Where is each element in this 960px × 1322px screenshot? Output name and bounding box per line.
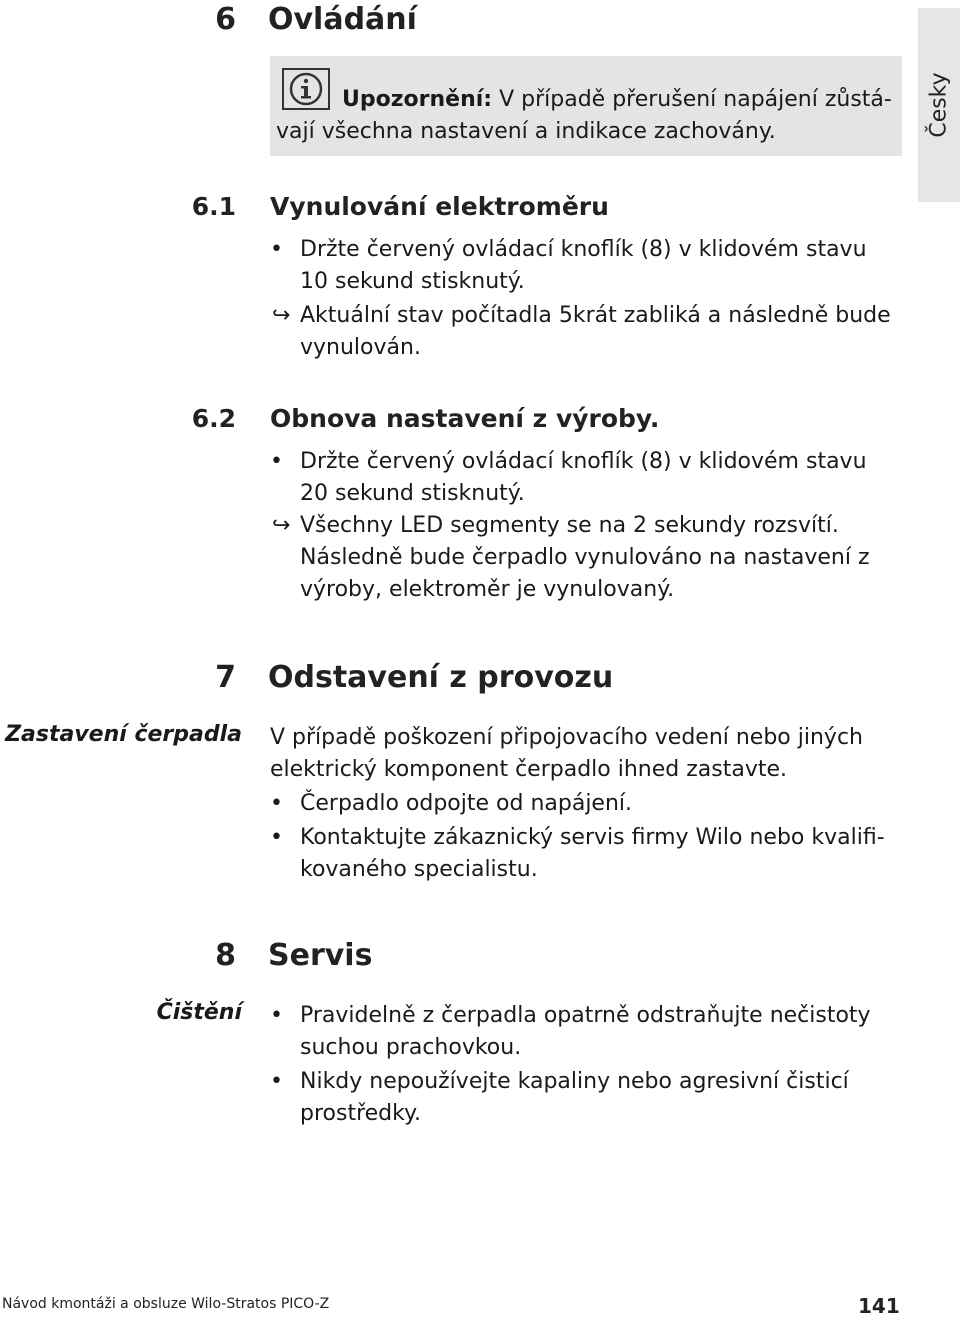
item-8-2-line-1: Nikdy nepoužívejte kapaliny nebo agresivní čisticí [300, 1069, 849, 1094]
section-6-2-number: 6.2 [191, 404, 236, 433]
item-7-1: Čerpadlo odpojte od napájení. [300, 791, 633, 816]
info-icon-graphic [284, 70, 328, 108]
side-label-cleaning: Čištění [156, 1000, 242, 1025]
footer-text: Návod kmontáži a obsluze Wilo-Stratos PICO-Z [2, 1296, 330, 1312]
result-arrow-icon: ↪ [272, 513, 291, 538]
item-7-2-line-2: kovaného specialistu. [300, 857, 538, 882]
bullet-marker: • [270, 825, 283, 850]
result-6-2-line-1: Všechny LED segmenty se na 2 sekundy rozsvítí. [300, 513, 839, 538]
item-8-2-line-2: prostředky. [300, 1101, 421, 1126]
page-number: 141 [858, 1294, 900, 1318]
step-6-1-line-1: Držte červený ovládací knoflík (8) v klidovém stavu [300, 237, 867, 262]
result-arrow-icon: ↪ [272, 303, 291, 328]
note-box [270, 56, 902, 156]
language-tab [918, 8, 960, 202]
step-6-2-line-2: 20 sekund stisknutý. [300, 481, 525, 506]
section-7-number: 7 [215, 660, 236, 695]
section-6-2-title: Obnova nastavení z výroby. [270, 404, 660, 433]
note-label: Upozornění: [342, 87, 493, 112]
section-6-title: Ovládání [268, 2, 417, 37]
bullet-marker: • [270, 1003, 283, 1028]
section-8-number: 8 [215, 938, 236, 973]
item-8-1-line-1: Pravidelně z čerpadla opatrně odstraňujte nečistoty [300, 1003, 871, 1028]
note-text-1: V případě přerušení napájení zůstá- [492, 87, 892, 112]
bullet-marker: • [270, 449, 283, 474]
section-8-title: Servis [268, 938, 373, 973]
note-line-1 [342, 84, 892, 116]
section-6-number: 6 [215, 2, 236, 37]
side-label-stop-pump: Zastavení čerpadla [5, 722, 242, 747]
step-6-2-line-1: Držte červený ovládací knoflík (8) v klidovém stavu [300, 449, 867, 474]
item-7-2-line-1: Kontaktujte zákaznický servis firmy Wilo nebo kvalifi- [300, 825, 885, 850]
para-7-line-2: elektrický komponent čerpadlo ihned zastavte. [270, 757, 787, 782]
bullet-marker: • [270, 237, 283, 262]
para-7-line-1: V případě poškození připojovacího vedení nebo jiných [270, 725, 863, 750]
result-6-2-line-3: výroby, elektroměr je vynulovaný. [300, 577, 675, 602]
info-icon [282, 68, 330, 110]
step-6-1-line-2: 10 sekund stisknutý. [300, 269, 525, 294]
bullet-marker: • [270, 1069, 283, 1094]
language-label: Česky [926, 72, 952, 138]
note-line-2: vají všechna nastavení a indikace zachovány. [276, 119, 776, 144]
result-6-2-line-2: Následně bude čerpadlo vynulováno na nastavení z [300, 545, 870, 570]
section-6-1-number: 6.1 [191, 192, 236, 221]
result-6-1-line-2: vynulován. [300, 335, 421, 360]
result-6-1-line-1: Aktuální stav počítadla 5krát zabliká a následně bude [300, 303, 891, 328]
section-6-1-title: Vynulování elektroměru [270, 192, 609, 221]
bullet-marker: • [270, 791, 283, 816]
section-7-title: Odstavení z provozu [268, 660, 614, 695]
item-8-1-line-2: suchou prachovkou. [300, 1035, 522, 1060]
